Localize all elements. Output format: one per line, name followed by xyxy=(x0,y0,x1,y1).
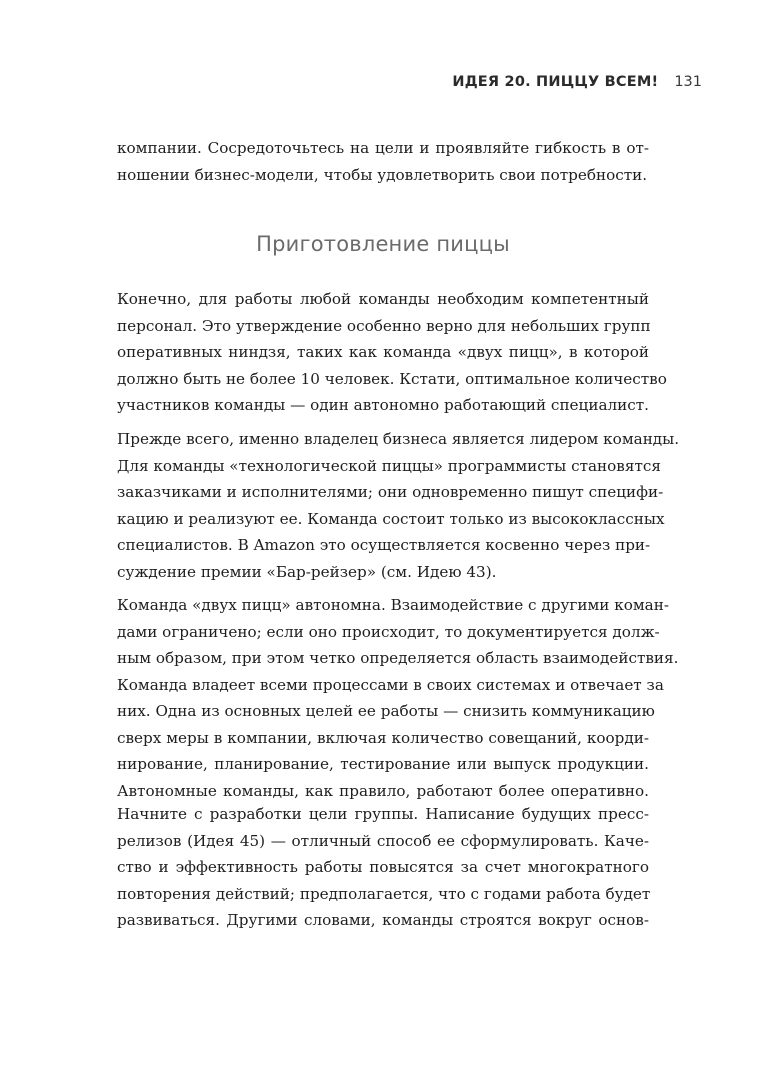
text-line: Автономные команды, как правило, работают более оперативно. xyxy=(117,781,649,800)
text-line: нирование, планирование, тестирование или выпуск продукции. xyxy=(117,755,649,773)
running-title: ИДЕЯ 20. ПИЦЦУ ВСЕМ! xyxy=(452,74,659,90)
paragraph-1 xyxy=(117,286,667,419)
text-line: должно быть не более 10 человек. Кстати, оптимальное количество xyxy=(117,369,667,388)
text-line: Начните с разработки цели группы. Написание будущих пресс- xyxy=(117,805,649,823)
text-line: Команда «двух пицц» автономна. Взаимодействие с другими коман- xyxy=(117,596,669,614)
text-line: развиваться. Другими словами, команды строятся вокруг основ- xyxy=(117,911,649,929)
text-line: персонал. Это утверждение особенно верно для небольших групп xyxy=(117,316,651,335)
text-line: Конечно, для работы любой команды необходим компетентный xyxy=(117,290,649,308)
text-line: ным образом, при этом четко определяется область взаимодействия. xyxy=(117,649,679,667)
paragraph-4 xyxy=(117,801,649,934)
text-line: оперативных ниндзя, таких как команда «двух пицц», в которой xyxy=(117,343,649,361)
paragraph-3 xyxy=(117,592,679,804)
text-line: Для команды «технологической пиццы» программисты становятся xyxy=(117,456,661,475)
text-line: релизов (Идея 45) — отличный способ ее сформулировать. Каче- xyxy=(117,831,649,850)
text-line: специалистов. В Amazon это осуществляется косвенно через при- xyxy=(117,536,651,554)
section-heading: Приготовление пиццы xyxy=(256,232,510,256)
page-number: 131 xyxy=(674,74,702,90)
running-header xyxy=(452,74,702,90)
continuation-paragraph xyxy=(117,135,649,188)
text-line: Прежде всего, именно владелец бизнеса является лидером команды. xyxy=(117,430,680,448)
text-line: них. Одна из основных целей ее работы — снизить коммуникацию xyxy=(117,702,655,720)
text-line: участников команды — один автономно работающий специалист. xyxy=(117,396,649,414)
text-line: Команда владеет всеми процессами в своих системах и отвечает за xyxy=(117,675,664,694)
paragraph-2 xyxy=(117,426,680,585)
text-line: заказчиками и исполнителями; они одновременно пишут специфи- xyxy=(117,483,664,501)
text-line: компании. Сосредоточьтесь на цели и проявляйте гибкость в от- xyxy=(117,139,649,157)
text-line: ство и эффективность работы повысятся за счет многократного xyxy=(117,858,649,876)
text-line: суждение премии «Бар-рейзер» (см. Идею 43). xyxy=(117,562,497,581)
text-line: ношении бизнес-модели, чтобы удовлетворить свои потребности. xyxy=(117,165,648,184)
text-line: повторения действий; предполагается, что с годами работа будет xyxy=(117,884,651,903)
text-line: дами ограничено; если оно происходит, то документируется долж- xyxy=(117,622,660,641)
text-line: кацию и реализуют ее. Команда состоит только из высококлассных xyxy=(117,509,665,528)
text-line: сверх меры в компании, включая количество совещаний, коорди- xyxy=(117,728,649,747)
